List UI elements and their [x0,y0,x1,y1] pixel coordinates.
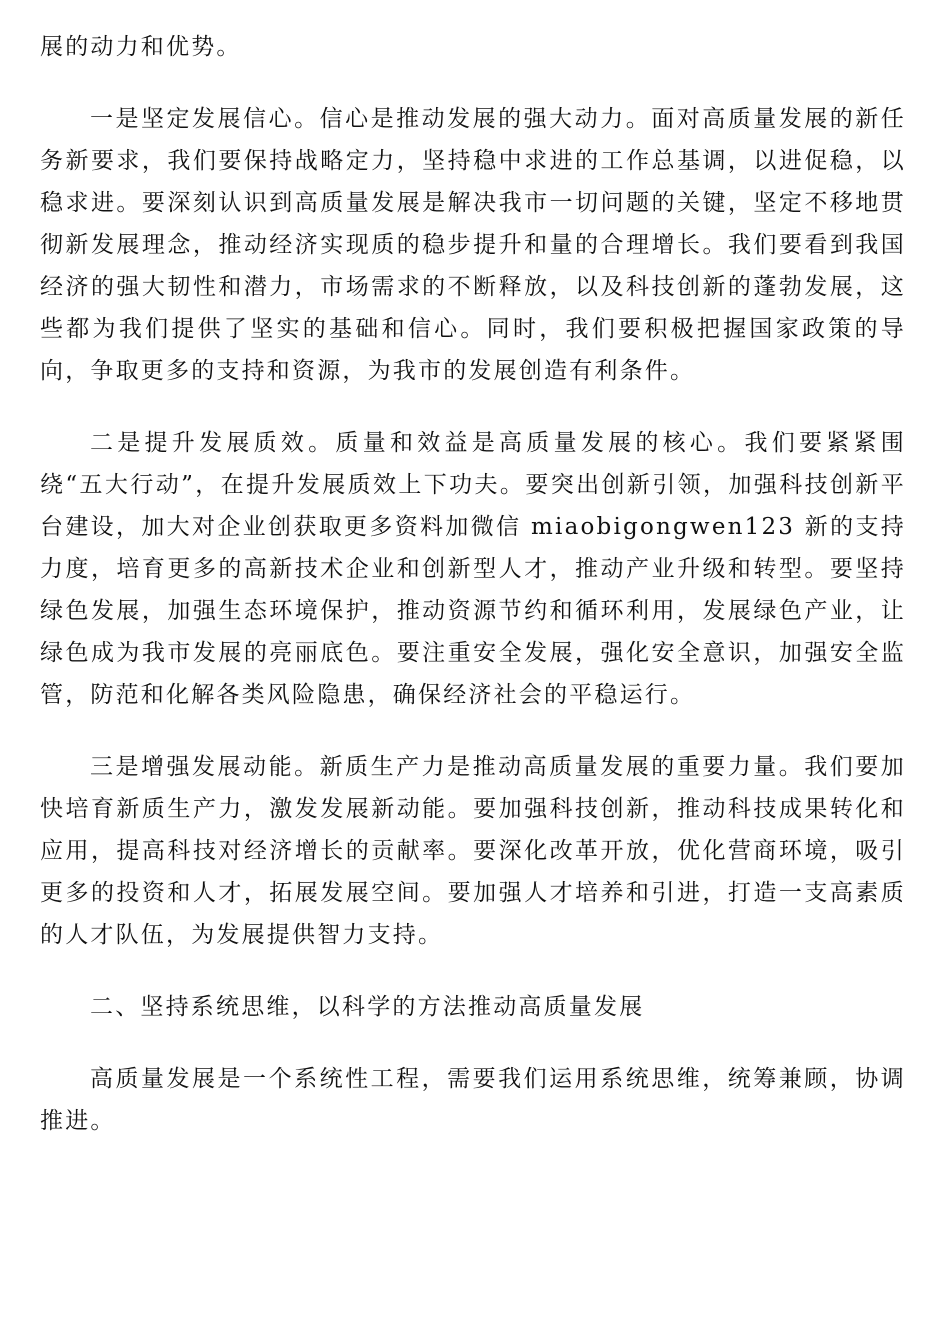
paragraph-confidence: 一是坚定发展信心。信心是推动发展的强大动力。面对高质量发展的新任务新要求，我们要保持战略定力，坚持稳中求进的工作总基调，以进促稳，以稳求进。要深刻认识到高质量发展是解决我市一切问题的关键，坚定不移地贯彻新发展理念，推动经济实现质的稳步提升和量的合理增长。我们要看到我国经济的强大韧性和潜力，市场需求的不断释放，以及科技创新的蓬勃发展，这些都为我们提供了坚实的基础和信心。同时，我们要积极把握国家政策的导向，争取更多的支持和资源，为我市的发展创造有利条件。 [40,106,906,384]
section-heading: 二、坚持系统思维，以科学的方法推动高质量发展 [90,994,645,1020]
document-page [40,26,906,1172]
paragraph-continuation: 展的动力和优势。 [40,34,242,60]
paragraph-systems-thinking: 高质量发展是一个系统性工程，需要我们运用系统思维，统筹兼顾，协调推进。 [40,1066,906,1134]
paragraph-quality-efficiency: 二是提升发展质效。质量和效益是高质量发展的核心。我们要紧紧围绕“五大行动”，在提升发展质效上下功夫。要突出创新引领，加强科技创新平台建设，加大对企业创获取更多资料加微信 miaobigongwen123 新的支持力度，培育更多的高新技术企业和创新型人才，推动产业升级和转型。要坚持绿色发展，加强生态环境保护，推动资源节约和循环利用，发展绿色产业，让绿色成为我市发展的亮丽底色。要注重安全发展，强化安全意识，加强安全监管，防范和化解各类风险隐患，确保经济社会的平稳运行。 [40,430,906,708]
paragraph-momentum: 三是增强发展动能。新质生产力是推动高质量发展的重要力量。我们要加快培育新质生产力，激发发展新动能。要加强科技创新，推动科技成果转化和应用，提高科技对经济增长的贡献率。要深化改革开放，优化营商环境，吸引更多的投资和人才，拓展发展空间。要加强人才培养和引进，打造一支高素质的人才队伍，为发展提供智力支持。 [40,754,906,948]
